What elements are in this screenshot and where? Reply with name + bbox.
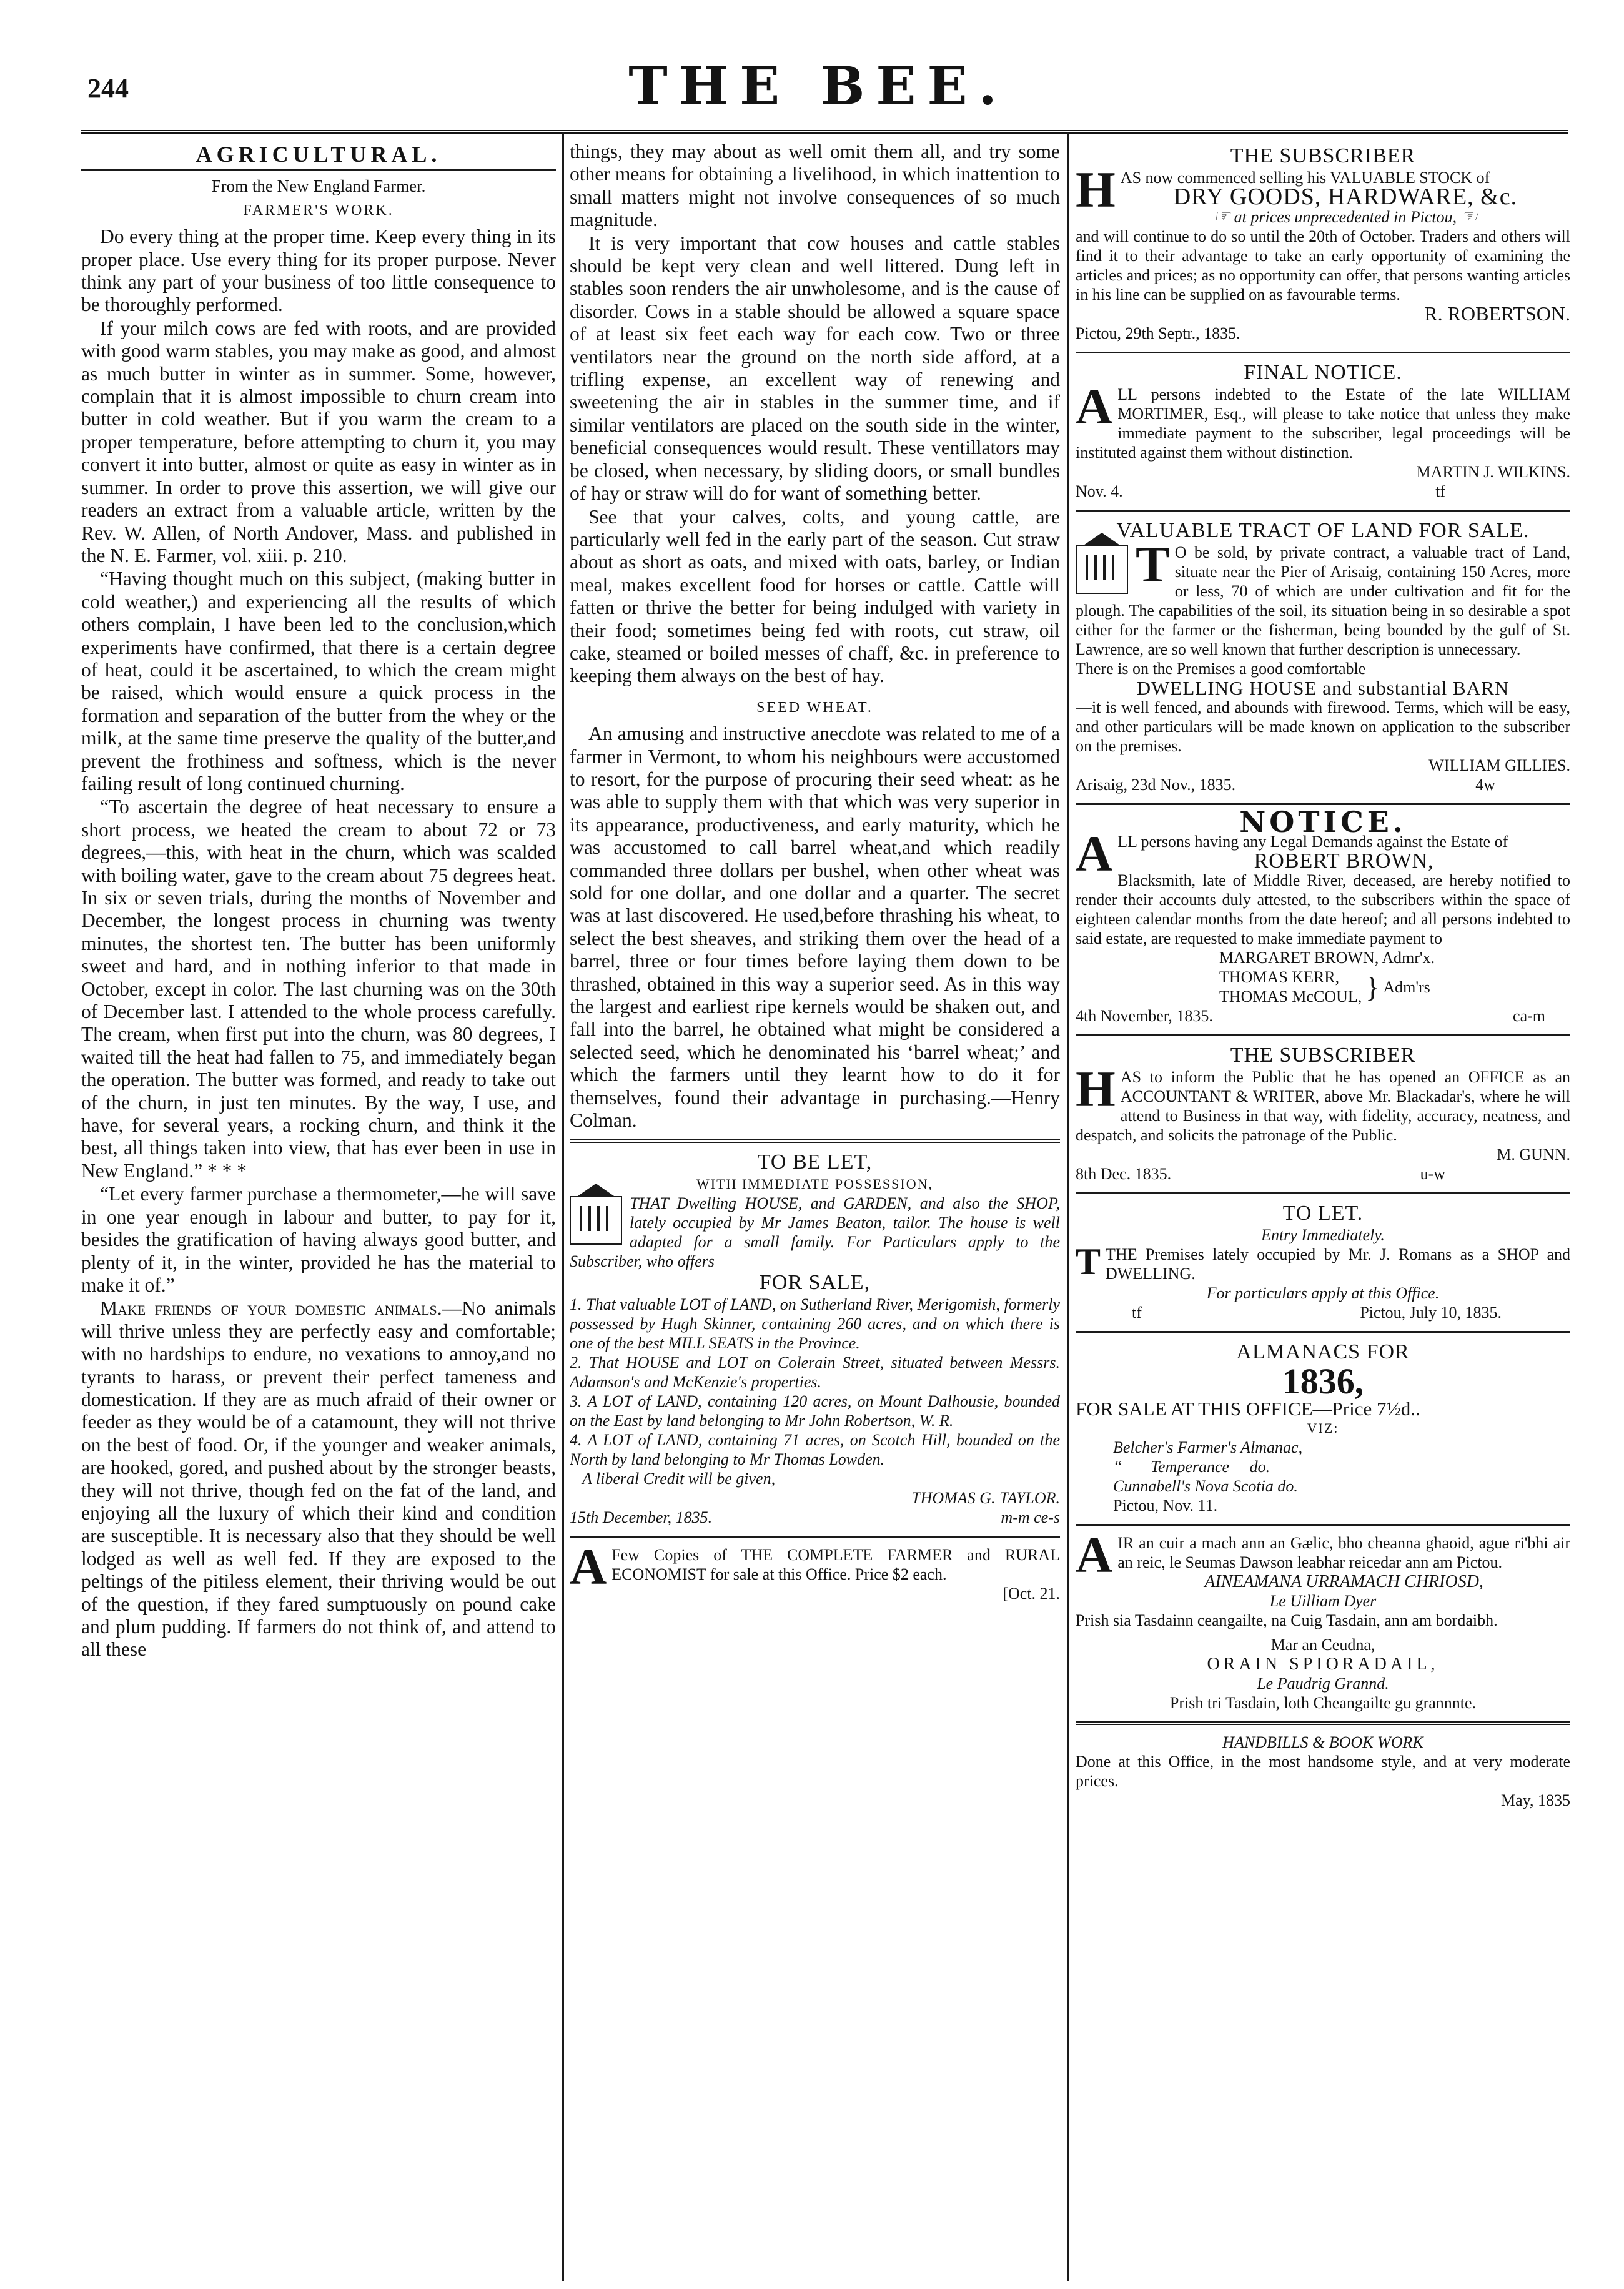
- ad-body: Prish sia Tasdainn ceangailte, na Cuig Tasdain, ann am bordaibh.: [1076, 1611, 1498, 1629]
- ad-signature: THOMAS G. TAYLOR.: [911, 1489, 1060, 1508]
- ad-code: tf: [1435, 482, 1445, 500]
- house-icon: [1076, 545, 1128, 594]
- rule: [570, 1139, 1060, 1143]
- ad-code: m-m ce-s: [1001, 1508, 1060, 1527]
- land-sale-ad: [1076, 515, 1570, 799]
- ad-title: TO LET.: [1282, 1202, 1364, 1225]
- ad-title: VALUABLE TRACT OF LAND FOR SALE.: [1116, 519, 1530, 542]
- ad-signature: THOMAS KERR,: [1219, 968, 1340, 986]
- ad-headline: ORAIN SPIORADAIL,: [1207, 1654, 1439, 1674]
- paragraph: An amusing and instructive anecdote was related to me of a farmer in Vermont, to whom his neighbours were accustomed to resort, for the purpose of procuring their seed wheat: as he was able to supply them with that which was very superior in its appearance, productiveness, and early maturity, which he was accustomed to call barrel wheat,and which readily commanded three dollars per bushel, when other wheat was sold for one dollar, and one dollar and a quarter. The secret was at last discovered. He used,before thrashing his wheat, to select the best sheaves, and striking them over the head of a barrel, three or four times before laying them down to be thrashed, obtained in this way a superior seed. As in this way the largest and earliest ripe kernels would be shaken out, and fall into the barrel, he obtained what might be considered a selected seed, which he denominated his ‘barrel wheat;’ and which the farmers until they learnt how to do it for themselves, found their advantage in purchasing.—Henry Colman.: [570, 723, 1060, 1132]
- ad-body: O be sold, by private contract, a valuable tract of Land, situate near the Pier of Arisaig, containing 150 Acres, more or less, 70 of which are under cultivation and fit for the plough. The capabilities of the soil, its situation being in so desirable a spot either for the farmer or the fisherman, being bounded by the gulf of St. Lawrence, are so well known that further description is unnecessary.: [1076, 543, 1570, 658]
- paragraph: It is very important that cow houses and cattle stables should be kept very clean and well littered. Dung left in stables soon renders the air unwholesome, and is the cause of disorder. Cows in a stable should be allowed a square space of at least six feet each way for each cow. Two or three ventilators near the ground on the north side afford, at a trifling expense, an excellent way of renewing and sweetening the air in stables in the summer time, and if similar ventilators are placed on the south side in the winter, beneficial consequences would result. These ventillators may be closed, when necessary, by sliding doors, or small bundles of hay or straw will do for want of something better.: [570, 232, 1060, 505]
- drop-cap: A: [1076, 378, 1113, 435]
- ad-body: IR an cuir a mach ann an Gælic, bho cheanna ghaoid, ague ri'bhi air an reic, le Seumas Dawson leabhar reicedar ann am Pictou.: [1117, 1534, 1570, 1571]
- ad-item: Cunnabell's Nova Scotia do.: [1113, 1477, 1298, 1495]
- ad-headline: ROBERT BROWN,: [1254, 849, 1434, 873]
- drop-cap: A: [570, 1538, 607, 1596]
- ad-note: For particulars apply at this Office.: [1206, 1284, 1440, 1302]
- ad-title: THE SUBSCRIBER: [1230, 1044, 1416, 1067]
- ad-subtitle: WITH IMMEDIATE POSSESSION,: [696, 1176, 933, 1192]
- paragraph-lead: Make friends of your domestic animals.: [100, 1297, 442, 1320]
- ad-body: THAT Dwelling HOUSE, and GARDEN, and also the SHOP, lately occupied by Mr James Beaton, tailor. The house is well adapted for a small family. For Particulars apply to the Subscriber, who offers: [570, 1194, 1060, 1271]
- ad-signature-names: [1219, 967, 1362, 1006]
- page-number: 244: [87, 73, 129, 104]
- rule: [1076, 1034, 1570, 1036]
- drop-cap: A: [1076, 1526, 1113, 1583]
- ad-title: THE SUBSCRIBER: [1230, 144, 1416, 167]
- ad-body: Done at this Office, in the most handsome style, and at very moderate prices.: [1076, 1753, 1570, 1790]
- ad-body: LL persons having any Legal Demands against the Estate of: [1117, 833, 1508, 851]
- ad-dateline: [1076, 1006, 1570, 1026]
- paragraph: “Having thought much on this subject, (making butter in cold weather,) and experiencing all the results of which others complain, I have been led to the conclusion,which experiments have confirmed, that there is a certain degree of heat, could it be ascertained, to which the cream might be raised, which would ensure a quick process in the formation and separation of the butter from the whey or the milk, at the same time preserve the quality of the butter,and prevent the frothiness and softness, which is the never failing result of long continued churning.: [81, 568, 556, 794]
- ad-date: Pictou, 29th Septr., 1835.: [1076, 324, 1240, 342]
- paragraph-text: —No animals will thrive unless they are perfectly easy and comfortable; with no hardships to endure, no vexations to annoy,and no tyrants to harass, or prevent their perfect tameness and domestication. If they are as much afraid of their owner or feeder as they would be of a catamount, they will not thrive on the best of food. Or, if the younger and weaker animals, are hooked, gored, and pushed about by the stronger beasts, they will not thrive, though fed on the fat of the land, and enjoying all the luxury of which their kind and condition are susceptible. It is necessary also that they should be well lodged as well as well fed. If they are exposed to the peltings of the pitiless element, their thriving would be out of the question, if they fared sumptuously on pound cake and plum pudding. If farmers do not think of, and attend to all these: [81, 1297, 556, 1661]
- ad-dateline: [1076, 482, 1570, 501]
- drop-cap: H: [1076, 1060, 1116, 1117]
- ad-signature: THOMAS McCOUL,: [1219, 987, 1362, 1006]
- ad-subtitle: VIZ:: [1307, 1420, 1339, 1436]
- ad-date: 4th November, 1835.: [1076, 1007, 1213, 1025]
- rule: [1076, 352, 1570, 353]
- article-title: FARMER'S WORK.: [243, 202, 394, 219]
- ad-date: 15th December, 1835.: [570, 1508, 713, 1527]
- ad-body: THE Premises lately occupied by Mr. J. Romans as a SHOP and DWELLING.: [1106, 1245, 1570, 1283]
- ad-body: Prish tri Tasdain, loth Cheangailte gu grannnte.: [1169, 1694, 1477, 1712]
- article-source: From the New England Farmer.: [211, 177, 426, 196]
- paragraph: “To ascertain the degree of heat necessary to ensure a short process, we heated the cream to about 72 or 73 degrees,—this, with heat in the churn, which was scalded with boiling water, gave to the cream about 75 degrees heat. In six or seven trials, during the months of November and December, the longest process in churning was twenty minutes, the shortest ten. The butter has been uniformly sweet and hard, and in nothing inferior to that made in October, except in color. The last churning was on the 30th of December last. I attended to the whole process carefully. The cream, when first put into the churn, was 80 degrees, I waited till the heat had fallen to 75, and immediately began the operation. The butter was formed, and ready to take out of the churn, in just ten minutes. By the way, I use, and have, for several years, a rocking churn, and think it the best, all things taken into view, that has ever been in use in New England.” * * *: [81, 796, 556, 1182]
- ad-title: FOR SALE,: [759, 1271, 871, 1295]
- ad-date: May, 1835: [1501, 1791, 1570, 1809]
- ad-item: 3. A LOT of LAND, containing 120 acres, on Mount Dalhousie, bounded on the East by land belonging to Mr John Robertson, W. R.: [570, 1392, 1060, 1430]
- complete-farmer-ad: [570, 1538, 1060, 1608]
- ad-title: NOTICE.: [1239, 805, 1407, 839]
- ad-headline: AINEAMANA URRAMACH CHRIOSD,: [1204, 1572, 1483, 1591]
- ad-item: “ Temperance do.: [1113, 1458, 1270, 1476]
- rule: [1076, 1721, 1570, 1725]
- column-1: [81, 141, 556, 2277]
- ad-body: and will continue to do so until the 20th of October. Traders and others will find it to their advantage to take an early opportunity of examining the articles and prices; as no opportunity can offer, that persons wanting articles in his line can be supplied on as favourable terms.: [1076, 227, 1570, 304]
- ad-date: Arisaig, 23d Nov., 1835.: [1076, 776, 1236, 794]
- ad-item: Belcher's Farmer's Almanac,: [1113, 1438, 1303, 1456]
- paragraph: If your milch cows are fed with roots, and are provided with good warm stables, you may make as good, and almost as much butter in winter as in summer. Some, however, complain that it is almost impossible to churn cream into butter in cold weather. But if you warm the cream to a proper temperature, before attempting to churn it, you may convert it into butter, almost or quite as easy in winter as in summer. In order to prove this assertion, we will give our readers an extract from a valuable article, written by the Rev. W. Allen, of North Andover, Mass. and published in the N. E. Farmer, vol. xiii. p. 210.: [81, 317, 556, 566]
- ad-dateline: [570, 1508, 1060, 1527]
- ad-date: Nov. 4.: [1076, 482, 1123, 500]
- to-be-let-ad: [570, 1147, 1060, 1532]
- drop-cap: T: [1136, 536, 1170, 593]
- column-divider: [1067, 132, 1069, 2281]
- house-icon: [570, 1196, 622, 1245]
- article-title: SEED WHEAT.: [756, 699, 873, 716]
- ad-emphasis-text: at prices unprecedented in Pictou,: [1234, 208, 1457, 226]
- ad-author: Le Uilliam Dyer: [1269, 1592, 1377, 1610]
- ad-headline: FOR SALE AT THIS OFFICE—Price 7½d..: [1076, 1398, 1420, 1420]
- ad-date: Pictou, Nov. 11.: [1113, 1496, 1218, 1515]
- newspaper-title: THE BEE.: [628, 55, 1008, 117]
- ad-dateline: [1076, 1164, 1570, 1184]
- ad-code: ca-m: [1513, 1007, 1545, 1025]
- paragraph: things, they may about as well omit them all, and try some other means for obtaining a livelihood, in which inattention to small matters might not involve consequences of so much magnitude.: [570, 141, 1060, 231]
- ad-signature: MARGARET BROWN, Admr'x.: [1219, 949, 1435, 967]
- ad-signature: WILLIAM GILLIES.: [1428, 756, 1570, 774]
- ad-note: A liberal Credit will be given,: [582, 1470, 776, 1488]
- ad-dateline: [1076, 1303, 1570, 1322]
- notice-ad: [1076, 805, 1570, 1031]
- ad-body: AS to inform the Public that he has opened an OFFICE as an ACCOUNTANT & WRITER, above Mr. Blackadar's, where he will attend to Business in that way, with fidelity, accuracy, neatness, and despatch, and solicits the patronage of the Public.: [1076, 1068, 1570, 1144]
- ad-headline: HANDBILLS & BOOK WORK: [1222, 1733, 1423, 1751]
- paragraph: Do every thing at the proper time. Keep every thing in its proper place. Use every thing for its proper purpose. Never think any part of your business of too little consequence to be thoroughly performed.: [81, 225, 556, 316]
- paragraph: “Let every farmer purchase a thermometer,—he will save in one year enough in labour and butter, to pay for it, besides the gratification of having always good butter, and plenty of it, in the winter, provided he has the material to make it of.”: [81, 1183, 556, 1296]
- ad-body: There is on the Premises a good comfortable: [1076, 660, 1366, 678]
- handbills-ad: [1076, 1729, 1570, 1815]
- brace-icon: }: [1365, 971, 1380, 1003]
- accountant-ad: [1076, 1040, 1570, 1189]
- ad-code: u-w: [1420, 1165, 1445, 1183]
- ad-body: —it is well fenced, and abounds with firewood. Terms, which will be easy, and other particulars will be made known on application to the subscriber on the premises.: [1076, 698, 1570, 755]
- rule: [570, 1536, 1060, 1538]
- pointing-hand-icon: ☞: [1213, 206, 1230, 227]
- rule: [81, 169, 556, 171]
- ad-headline: DWELLING HOUSE and substantial BARN: [1136, 677, 1510, 699]
- gaelic-books-ad: [1076, 1526, 1570, 1718]
- ad-code: 4w: [1475, 776, 1495, 794]
- ad-date: Pictou, July 10, 1835.: [1360, 1303, 1502, 1322]
- ad-year: 1836,: [1282, 1361, 1364, 1402]
- ad-item: 4. A LOT of LAND, containing 71 acres, on Scotch Hill, bounded on the North by land belonging to Mr Thomas Lowden.: [570, 1431, 1060, 1469]
- subscriber-ad: [1076, 141, 1570, 348]
- to-let-ad: [1076, 1198, 1570, 1327]
- ad-note: Mar an Ceudna,: [1270, 1636, 1375, 1654]
- ad-author: Le Paudrig Grannd.: [1257, 1674, 1389, 1693]
- ad-body: AS now commenced selling his VALUABLE STOCK of: [1120, 169, 1490, 187]
- almanacs-ad: [1076, 1337, 1570, 1520]
- ad-title: TO BE LET,: [757, 1150, 873, 1174]
- column-divider: [562, 132, 564, 2281]
- drop-cap: H: [1076, 161, 1116, 218]
- ad-dateline: [1076, 775, 1570, 794]
- ad-title: ALMANACS FOR: [1236, 1340, 1410, 1363]
- ad-date: [Oct. 21.: [1003, 1585, 1060, 1603]
- ad-body: LL persons indebted to the Estate of the late WILLIAM MORTIMER, Esq., will please to take notice that unless they make immediate payment to the subscriber, legal proceedings will be instituted against them without distinction.: [1076, 385, 1570, 462]
- ad-signature: M. GUNN.: [1497, 1145, 1570, 1164]
- ad-signature: MARTIN J. WILKINS.: [1416, 463, 1570, 481]
- ad-signature: R. ROBERTSON.: [1424, 302, 1570, 325]
- ad-signature-role: Adm'rs: [1383, 977, 1430, 996]
- paragraph: [81, 1297, 556, 1661]
- paragraph: See that your calves, colts, and young cattle, are particularly well fed in the early part of the season. Cut straw about as short as oats, and mixed with oats, barley, or Indian meal, makes excellent food for horses or cattle. Cattle will fatten or thrive the better for being indulged with variety in their food; sometimes being fed with roots, cut straw, oil cake, steamed or boiled messes of chaff, &c. in preference to keeping them always on the best of hay.: [570, 505, 1060, 687]
- column-2: [570, 141, 1060, 2277]
- final-notice-ad: [1076, 357, 1570, 506]
- ad-code: tf: [1132, 1303, 1142, 1322]
- ad-body: Few Copies of THE COMPLETE FARMER and RURAL ECONOMIST for sale at this Office. Price $2 each.: [611, 1546, 1060, 1584]
- rule: [1076, 1524, 1570, 1526]
- ad-item: 1. That valuable LOT of LAND, on Sutherland River, Merigomish, formerly possessed by Hugh Skinner, containing 260 acres, and on which there is one of the best MILL SEATS in the Province.: [570, 1295, 1060, 1353]
- ad-subtitle: Entry Immediately.: [1261, 1226, 1385, 1244]
- ad-signature-group: [1076, 967, 1570, 1006]
- ad-headline: DRY GOODS, HARDWARE, &c.: [1173, 184, 1518, 210]
- drop-cap: A: [1076, 825, 1113, 882]
- header-rule: [81, 130, 1568, 139]
- rule: [1076, 1192, 1570, 1194]
- rule: [1076, 1331, 1570, 1333]
- ad-title: FINAL NOTICE.: [1244, 361, 1402, 384]
- drop-cap: T: [1076, 1241, 1101, 1282]
- rule: [1076, 510, 1570, 512]
- column-3: [1076, 141, 1570, 2277]
- section-title: AGRICULTURAL.: [196, 142, 442, 167]
- ad-body: Blacksmith, late of Middle River, deceased, are hereby notified to render their accounts duly attested, to the subscribers within the space of eighteen calendar months from the date hereof; and all persons indebted to said estate, are requested to make immediate payment to: [1076, 871, 1570, 947]
- pointing-hand-icon: ☜: [1460, 206, 1478, 227]
- ad-item: 2. That HOUSE and LOT on Colerain Street, situated between Messrs. Adamson's and McKenzie's properties.: [570, 1353, 1060, 1392]
- ad-date: 8th Dec. 1835.: [1076, 1165, 1172, 1183]
- masthead: [75, 49, 1562, 130]
